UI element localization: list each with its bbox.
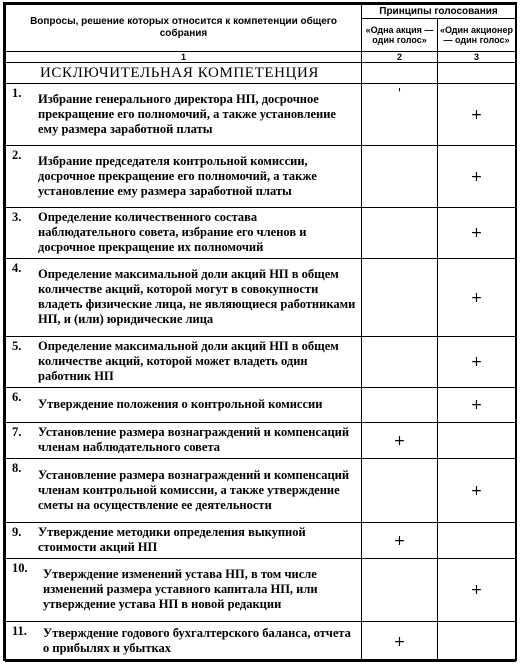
- header-one-shareholder-one-vote: «Один акционер — один голос»: [438, 19, 516, 52]
- table-row: [6, 622, 516, 662]
- mark-one-share: +: [362, 423, 438, 459]
- question-cell: [6, 459, 362, 523]
- question-text: Определение максимальной доли акций НП в общем количестве акций, которой могут в совокупности владеть физические лица, не являющиеся работниками НП, и (или) юридические лица: [38, 267, 356, 326]
- column-number-3: 3: [438, 52, 516, 63]
- mark-one-shareholder: +: [438, 337, 516, 388]
- header-questions: Вопросы, решение которых относится к компетенции общего собрания: [6, 5, 362, 52]
- table-row: [6, 208, 516, 259]
- question-text: Установление размера вознаграждений и компенсаций членам контрольной комиссии, а также утверждение сметы на осуществление ее деятельности: [38, 467, 350, 512]
- mark-one-shareholder: +: [438, 259, 516, 337]
- mark-one-shareholder: +: [438, 84, 516, 146]
- question-text: Утверждение методики определения выкупной стоимости акций НП: [38, 525, 306, 554]
- mark-one-share: [362, 337, 438, 388]
- table-row: [6, 259, 516, 337]
- row-number: 4.: [12, 261, 22, 275]
- question-cell: [6, 337, 362, 388]
- table-row: [6, 559, 516, 622]
- row-number: 2.: [12, 148, 22, 162]
- row-number: 10.: [12, 561, 28, 575]
- row-number: 8.: [12, 461, 22, 475]
- table-row: [6, 423, 516, 459]
- question-cell: [6, 423, 362, 459]
- voting-principles-table: [5, 4, 516, 662]
- question-cell: [6, 559, 362, 622]
- mark-one-share: [362, 388, 438, 423]
- question-text: Установление размера вознаграждений и компенсаций членам наблюдательного совета: [38, 425, 350, 454]
- question-text: Избрание председателя контрольной комиссии, досрочное прекращение его полномочий, а также установление ему размера заработной платы: [38, 153, 317, 198]
- column-number-1: 1: [6, 52, 362, 63]
- competence-table-page: [3, 2, 517, 661]
- question-cell: [6, 259, 362, 337]
- question-cell: [6, 84, 362, 146]
- section-title: ИСКЛЮЧИТЕЛЬНАЯ КОМПЕТЕНЦИЯ: [6, 63, 362, 84]
- row-number: 6.: [12, 390, 22, 404]
- header-one-share-one-vote: «Одна акция — один голос»: [362, 19, 438, 52]
- question-text: Утверждение изменений устава НП, в том числе изменений размера уставного капитала НП, или утверждение устава НП в новой редакции: [43, 567, 318, 611]
- mark-one-share: ': [362, 84, 438, 146]
- mark-one-shareholder: [438, 523, 516, 559]
- row-number: 7.: [12, 425, 22, 439]
- mark-one-share: [362, 146, 438, 208]
- question-text: Избрание генерального директора НП, досрочное прекращение его полномочий, а также установление ему размера заработной платы: [38, 91, 336, 136]
- header-voting-principles: Принципы голосования: [362, 5, 516, 19]
- mark-one-shareholder: +: [438, 388, 516, 423]
- mark-one-shareholder: +: [438, 146, 516, 208]
- mark-one-share: [362, 459, 438, 523]
- mark-one-share: [362, 259, 438, 337]
- mark-one-shareholder: +: [438, 559, 516, 622]
- question-cell: [6, 523, 362, 559]
- mark-one-shareholder: [438, 423, 516, 459]
- question-text: Определение количественного состава наблюдательного совета, избрание его членов и досрочное прекращение их полномочий: [38, 210, 307, 254]
- question-text: Утверждение положения о контрольной комиссии: [38, 397, 323, 411]
- question-text: Определение максимальной доли акций НП в общем количестве акций, которой может владеть один работник НП: [38, 339, 339, 383]
- table-row: [6, 337, 516, 388]
- row-number: 1.: [12, 86, 22, 100]
- table-row: [6, 523, 516, 559]
- question-cell: [6, 146, 362, 208]
- table-row: [6, 146, 516, 208]
- question-text: Утверждение годового бухгалтерского баланса, отчета о прибылях и убытках: [43, 626, 351, 655]
- table-row: [6, 388, 516, 423]
- mark-one-share: [362, 208, 438, 259]
- row-number: 9.: [12, 525, 22, 539]
- section-cell-3: [438, 63, 516, 84]
- question-cell: [6, 388, 362, 423]
- row-number: 3.: [12, 210, 22, 224]
- mark-one-shareholder: [438, 622, 516, 662]
- table-row: [6, 459, 516, 523]
- mark-one-share: +: [362, 523, 438, 559]
- row-number: 11.: [12, 624, 27, 638]
- mark-one-shareholder: +: [438, 459, 516, 523]
- question-cell: [6, 208, 362, 259]
- mark-one-shareholder: +: [438, 208, 516, 259]
- question-cell: [6, 622, 362, 662]
- row-number: 5.: [12, 339, 22, 353]
- table-row: [6, 84, 516, 146]
- mark-one-share: +: [362, 622, 438, 662]
- section-cell-2: [362, 63, 438, 84]
- mark-one-share: [362, 559, 438, 622]
- column-number-2: 2: [362, 52, 438, 63]
